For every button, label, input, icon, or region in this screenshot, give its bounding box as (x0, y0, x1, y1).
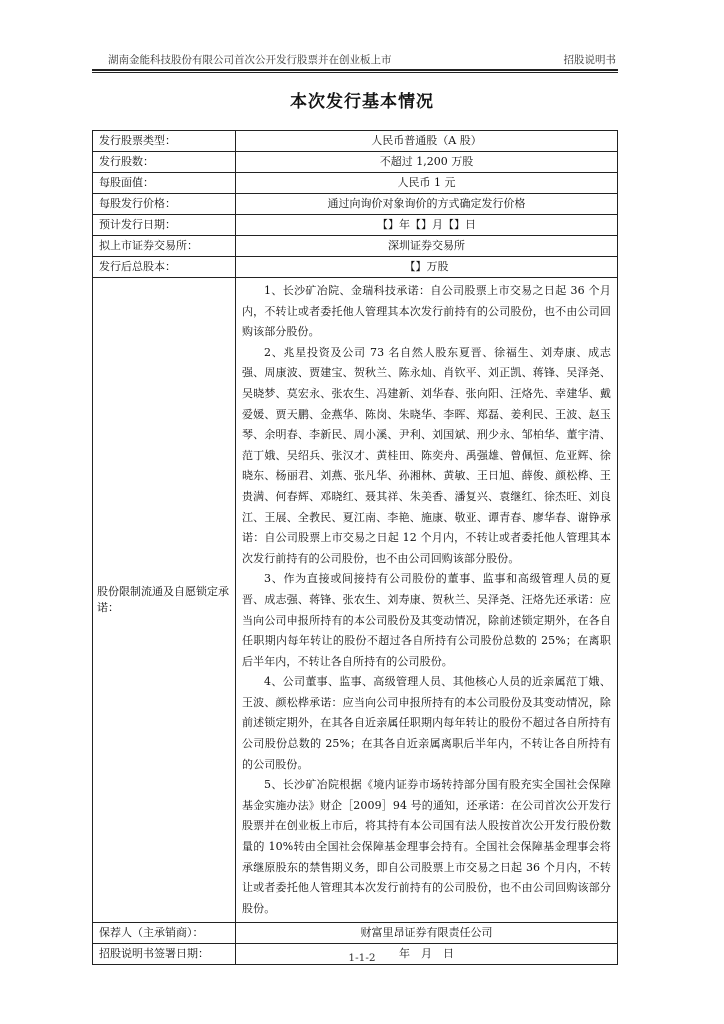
commitment-paragraph: 3、作为直接或间接持有公司股份的董事、监事和高级管理人员的夏晋、成志强、蒋锋、张农生、刘寿康、贺秋兰、吴泽尧、汪烙先还承诺：应当向公司申报所持有的本公司股份及其变动情况，除前述锁定期外，在各自任职期内每年转让的股份不超过各自所持有公司股份总数的 25%；在离职后半年内，不转让各自所持有的公司股份。 (242, 572, 611, 668)
table-row (93, 257, 618, 278)
row-value: 【】年【】月【】日 (236, 215, 618, 236)
commitment-paragraph: 2、兆星投资及公司 73 名自然人股东夏晋、徐福生、刘寿康、成志强、周康波、贾建宝、贺秋兰、陈永灿、肖钦平、刘正凯、蒋锋、吴泽尧、吴晓梦、莫宏永、张农生、冯建新、刘华春、张向阳、汪烙先、幸建华、戴爱媛、贾天鹏、金燕华、陈岗、朱晓华、李晖、郑磊、姜利民、王波、赵玉琴、余明春、李新民、周小溪、尹利、刘国斌、刑少永、邹柏华、董宇清、范丁娥、吴绍兵、张汉才、黄桂田、陈奕舟、禹强雄、曾佩恒、危亚辉、徐晓东、杨丽君、刘燕、张凡华、孙湘林、黄敏、王日旭、薛俊、颜松桦、王贵满、何春辉、邓晓红、聂其祥、朱美香、潘复兴、袁继红、徐杰旺、刘良江、王展、全教民、夏江南、李艳、施康、敬亚、谭青春、廖华春、谢铮承诺：自公司股票上市交易之日起 12 个月内，不转让或者委托他人管理其本次发行前持有的公司股份，也不由公司回购该部分股份。 (242, 345, 611, 565)
table-row (93, 131, 618, 152)
row-value: 人民币普通股（A 股） (236, 131, 618, 152)
page-number: 1-1-2 (348, 952, 376, 964)
row-label: 发行股票类型： (93, 131, 236, 152)
header-doc-type: 招股说明书 (563, 54, 616, 66)
lockup-row (93, 278, 618, 923)
row-value: 人民币 1 元 (236, 173, 618, 194)
row-label: 招股说明书签署日期： (93, 944, 236, 965)
table-row (93, 152, 618, 173)
row-value: 通过向询价对象询价的方式确定发行价格 (236, 194, 618, 215)
header-rule-thin (92, 72, 618, 73)
row-value: 不超过 1,200 万股 (236, 152, 618, 173)
table-row (93, 923, 618, 944)
row-label: 拟上市证券交易所： (93, 236, 236, 257)
commitment-paragraph: 1、长沙矿冶院、金瑞科技承诺：自公司股票上市交易之日起 36 个月内，不转让或者委托他人管理其本次发行前持有的公司股份，也不由公司回购该部分股份。 (242, 284, 611, 339)
table-row (93, 173, 618, 194)
row-label: 每股发行价格： (93, 194, 236, 215)
row-label: 发行后总股本： (93, 257, 236, 278)
row-label: 预计发行日期： (93, 215, 236, 236)
header-company-name: 湖南金能科技股份有限公司首次公开发行股票并在创业板上市 (108, 54, 392, 66)
table-row (93, 194, 618, 215)
table-row (93, 236, 618, 257)
page-title: 本次发行基本情况 (290, 92, 434, 112)
lockup-commitments (236, 278, 618, 923)
header-rule-thick (92, 69, 618, 71)
row-value: 年 月 日 (236, 944, 618, 965)
row-value: 财富里昂证券有限责任公司 (236, 923, 618, 944)
running-header (92, 52, 618, 70)
row-value: 【】万股 (236, 257, 618, 278)
row-label: 每股面值： (93, 173, 236, 194)
offering-info-table (92, 130, 618, 965)
table-row (93, 215, 618, 236)
row-label: 发行股数： (93, 152, 236, 173)
commitment-paragraph: 5、长沙矿冶院根据《境内证券市场转持部分国有股充实全国社会保障基金实施办法》财企［2009］94 号的通知，还承诺：在公司首次公开发行股票并在创业板上市后，将其持有本公司国有法人股按首次公开发行股份数量的 10%转由全国社会保障基金理事会持有。全国社会保障基金理事会将承继原股东的禁售期义务，即自公司股票上市交易之日起 36 个月内，不转让或者委托他人管理其本次发行前持有的公司股份，也不由公司回购该部分股份。 (242, 778, 611, 915)
lockup-label: 股份限制流通及自愿锁定承诺： (93, 278, 236, 923)
row-label: 保荐人（主承销商）： (93, 923, 236, 944)
commitment-paragraph: 4、公司董事、监事、高级管理人员、其他核心人员的近亲属范丁娥、王波、颜松桦承诺：应当向公司申报所持有的本公司股份及其变动情况，除前述锁定期外，在其各自近亲属任职期内每年转让的股份不超过各自所持有公司股份总数的 25%；在其各自近亲属离职后半年内，不转让各自所持有的公司股份。 (242, 675, 611, 771)
row-value: 深圳证券交易所 (236, 236, 618, 257)
